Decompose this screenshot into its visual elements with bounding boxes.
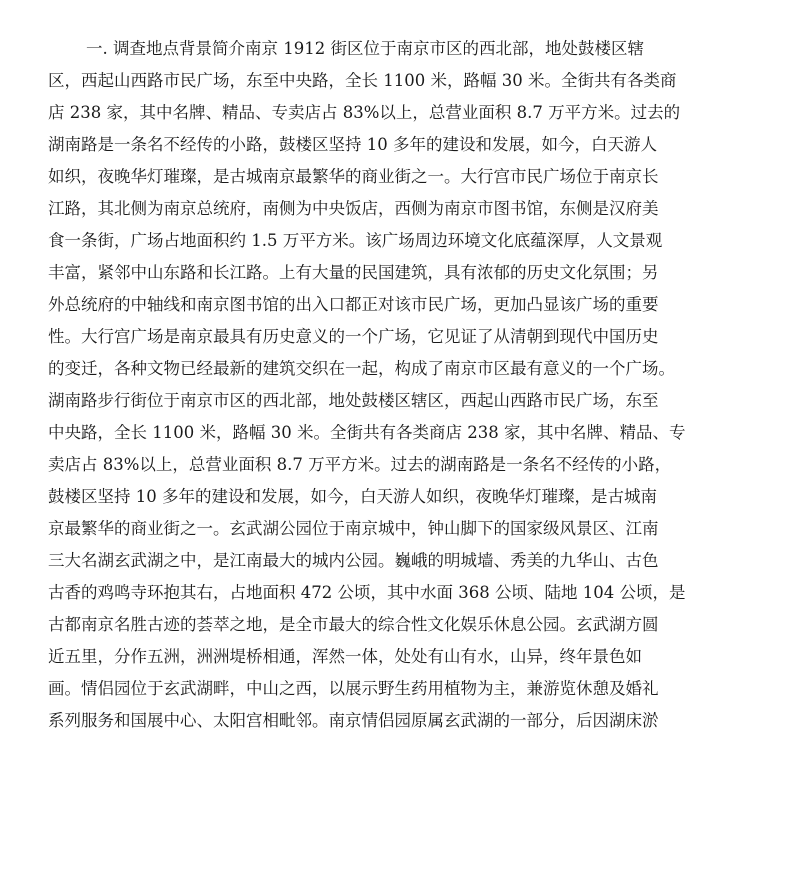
text-line-9: 外总统府的中轴线和南京图书馆的出入口都正对该市民广场，更加凸显该广场的重要 [48,295,659,314]
text-line-22: 系列服务和国展中心、太阳宫相毗邻。南京情侣园原属玄武湖的一部分，后因湖床淤 [48,711,659,730]
text-line-6: 江路，其北侧为南京总统府，南侧为中央饭店，西侧为南京市图书馆，东侧是汉府美 [48,199,659,218]
text-line-13: 中央路，全长 1100 米，路幅 30 米。全街共有各类商店 238 家，其中名牌、精品、专 [48,423,686,442]
text-line-11: 的变迁，各种文物已经最新的建筑交织在一起，构成了南京市区最有意义的一个广场。 [48,359,675,378]
text-line-1: 一. 调查地点背景简介南京 1912 街区位于南京市区的西北部，地处鼓楼区辖 [86,39,644,58]
text-line-16: 京最繁华的商业街之一。玄武湖公园位于南京城中，钟山脚下的国家级风景区、江南 [48,519,659,538]
text-line-10: 性。大行宫广场是南京最具有历史意义的一个广场，它见证了从清朝到现代中国历史 [48,327,659,346]
text-line-8: 丰富，紧邻中山东路和长江路。上有大量的民国建筑，具有浓郁的历史文化氛围；另 [48,263,659,282]
text-line-17: 三大名湖玄武湖之中，是江南最大的城内公园。巍峨的明城墙、秀美的九华山、古色 [48,551,659,570]
text-line-5: 如织，夜晚华灯璀璨，是古城南京最繁华的商业街之一。大行宫市民广场位于南京长 [48,167,659,186]
text-line-20: 近五里，分作五洲，洲洲堤桥相通，浑然一体，处处有山有水，山异，终年景色如 [48,647,642,666]
text-line-19: 古都南京名胜古迹的荟萃之地，是全市最大的综合性文化娱乐休息公园。玄武湖方圆 [48,615,659,634]
text-line-4: 湖南路是一条名不经传的小路，鼓楼区坚持 10 多年的建设和发展，如今，白天游人 [48,135,657,154]
text-line-14: 卖店占 83%以上，总营业面积 8.7 万平方米。过去的湖南路是一条名不经传的小路， [48,455,672,474]
text-line-15: 鼓楼区坚持 10 多年的建设和发展，如今，白天游人如织，夜晚华灯璀璨，是古城南 [48,487,657,506]
text-line-21: 画。情侣园位于玄武湖畔，中山之西，以展示野生药用植物为主，兼游览休憩及婚礼 [48,679,659,698]
text-line-12: 湖南路步行街位于南京市区的西北部，地处鼓楼区辖区，西起山西路市民广场，东至 [48,391,659,410]
text-line-2: 区，西起山西路市民广场，东至中央路，全长 1100 米，路幅 30 米。全街共有各类商 [48,71,677,90]
body-paragraph [48,33,748,737]
text-line-7: 食一条街，广场占地面积约 1.5 万平方米。该广场周边环境文化底蕴深厚，人文景观 [48,231,663,250]
text-line-3: 店 238 家，其中名牌、精品、专卖店占 83%以上，总营业面积 8.7 万平方米。过去的 [48,103,681,122]
text-line-18: 古香的鸡鸣寺环抱其右，占地面积 472 公顷，其中水面 368 公顷、陆地 104 公顷，是 [48,583,686,602]
